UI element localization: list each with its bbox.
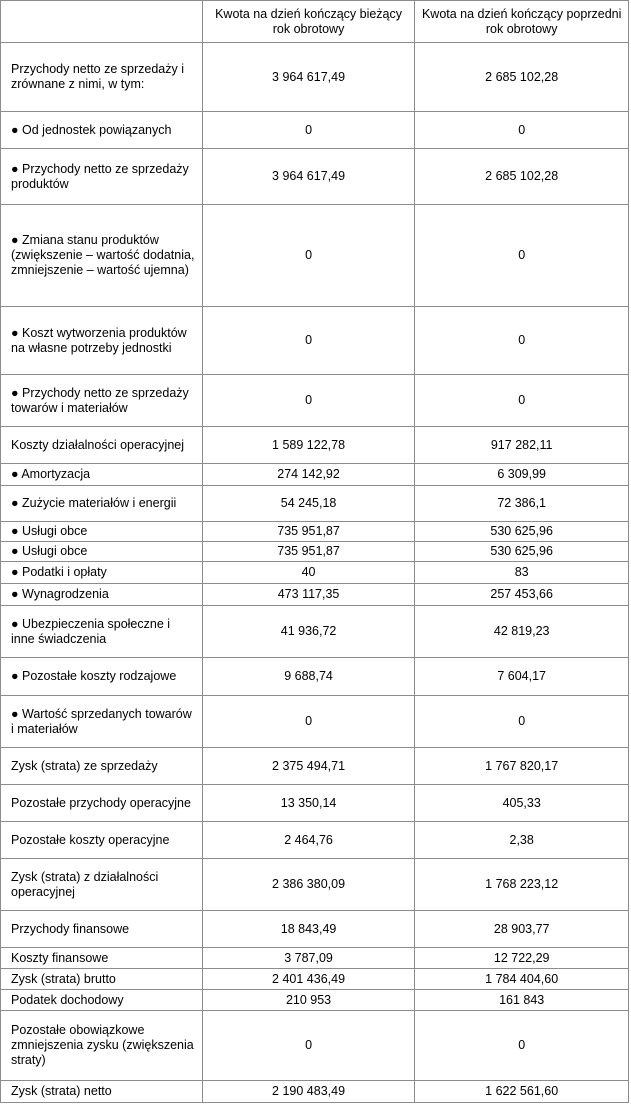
table-row [1,464,629,486]
current-value: 2 386 380,09 [202,859,415,911]
row-label: ● Usługi obce [1,522,203,542]
row-label: ● Podatki i opłaty [1,562,203,584]
row-label: ● Przychody netto ze sprzedaży towarów i materiałów [1,375,203,427]
table-row [1,307,629,375]
row-label: ● Wynagrodzenia [1,584,203,606]
table-row [1,748,629,785]
table-row [1,584,629,606]
previous-value: 72 386,1 [415,486,629,522]
current-value: 9 688,74 [202,658,415,696]
row-label: ● Zmiana stanu produktów (zwiększenie – wartość dodatnia, zmniejszenie – wartość ujemna) [1,205,203,307]
previous-value: 2,38 [415,822,629,859]
row-label: ● Ubezpieczenia społeczne i inne świadczenia [1,606,203,658]
previous-value: 0 [415,307,629,375]
previous-value: 2 685 102,28 [415,149,629,205]
table-row [1,1081,629,1103]
table-row [1,375,629,427]
row-label: Podatek dochodowy [1,990,203,1011]
previous-value: 0 [415,375,629,427]
previous-value: 1 768 223,12 [415,859,629,911]
previous-value: 0 [415,112,629,149]
previous-value: 1 622 561,60 [415,1081,629,1103]
previous-value: 28 903,77 [415,911,629,948]
previous-value: 0 [415,205,629,307]
row-label: ● Zużycie materiałów i energii [1,486,203,522]
current-value: 13 350,14 [202,785,415,822]
header-previous-year: Kwota na dzień kończący poprzedni rok obrotowy [415,1,629,43]
current-value: 3 964 617,49 [202,43,415,112]
row-label: Pozostałe przychody operacyjne [1,785,203,822]
table-row [1,427,629,464]
current-value: 735 951,87 [202,542,415,562]
row-label: Przychody finansowe [1,911,203,948]
previous-value: 161 843 [415,990,629,1011]
table-row [1,969,629,990]
current-value: 40 [202,562,415,584]
table-row [1,1011,629,1081]
current-value: 274 142,92 [202,464,415,486]
table-row [1,948,629,969]
current-value: 2 401 436,49 [202,969,415,990]
previous-value: 530 625,96 [415,522,629,542]
table-row [1,658,629,696]
previous-value: 0 [415,696,629,748]
current-value: 0 [202,1011,415,1081]
table-row [1,149,629,205]
row-label: Zysk (strata) z działalności operacyjnej [1,859,203,911]
row-label: Pozostałe koszty operacyjne [1,822,203,859]
current-value: 0 [202,307,415,375]
row-label: ● Przychody netto ze sprzedaży produktów [1,149,203,205]
current-value: 735 951,87 [202,522,415,542]
current-value: 1 589 122,78 [202,427,415,464]
row-label: Koszty działalności operacyjnej [1,427,203,464]
table-row [1,112,629,149]
row-label: ● Koszt wytworzenia produktów na własne potrzeby jednostki [1,307,203,375]
previous-value: 405,33 [415,785,629,822]
previous-value: 257 453,66 [415,584,629,606]
current-value: 41 936,72 [202,606,415,658]
table-row [1,990,629,1011]
row-label: Przychody netto ze sprzedaży i zrównane z nimi, w tym: [1,43,203,112]
current-value: 0 [202,205,415,307]
previous-value: 42 819,23 [415,606,629,658]
header-current-year: Kwota na dzień kończący bieżący rok obrotowy [202,1,415,43]
table-row [1,562,629,584]
previous-value: 1 784 404,60 [415,969,629,990]
current-value: 473 117,35 [202,584,415,606]
current-value: 3 964 617,49 [202,149,415,205]
row-label: ● Pozostałe koszty rodzajowe [1,658,203,696]
row-label: ● Usługi obce [1,542,203,562]
row-label: Pozostałe obowiązkowe zmniejszenia zysku (zwiększenia straty) [1,1011,203,1081]
current-value: 0 [202,375,415,427]
table-row [1,43,629,112]
table-row [1,785,629,822]
row-label: Zysk (strata) netto [1,1081,203,1103]
previous-value: 530 625,96 [415,542,629,562]
current-value: 2 375 494,71 [202,748,415,785]
table-row [1,911,629,948]
current-value: 2 464,76 [202,822,415,859]
current-value: 0 [202,696,415,748]
table-row [1,486,629,522]
previous-value: 12 722,29 [415,948,629,969]
previous-value: 0 [415,1011,629,1081]
previous-value: 1 767 820,17 [415,748,629,785]
row-label: Zysk (strata) brutto [1,969,203,990]
previous-value: 83 [415,562,629,584]
current-value: 54 245,18 [202,486,415,522]
table-row [1,522,629,542]
header-row [1,1,629,43]
table-row [1,542,629,562]
table-row [1,606,629,658]
current-value: 0 [202,112,415,149]
table-row [1,205,629,307]
header-empty-cell [1,1,203,43]
current-value: 18 843,49 [202,911,415,948]
row-label: ● Amortyzacja [1,464,203,486]
previous-value: 7 604,17 [415,658,629,696]
row-label: ● Wartość sprzedanych towarów i materiałów [1,696,203,748]
current-value: 2 190 483,49 [202,1081,415,1103]
table-row [1,859,629,911]
previous-value: 917 282,11 [415,427,629,464]
row-label: Zysk (strata) ze sprzedaży [1,748,203,785]
table-row [1,696,629,748]
previous-value: 2 685 102,28 [415,43,629,112]
current-value: 210 953 [202,990,415,1011]
row-label: Koszty finansowe [1,948,203,969]
current-value: 3 787,09 [202,948,415,969]
previous-value: 6 309,99 [415,464,629,486]
table-row [1,822,629,859]
row-label: ● Od jednostek powiązanych [1,112,203,149]
